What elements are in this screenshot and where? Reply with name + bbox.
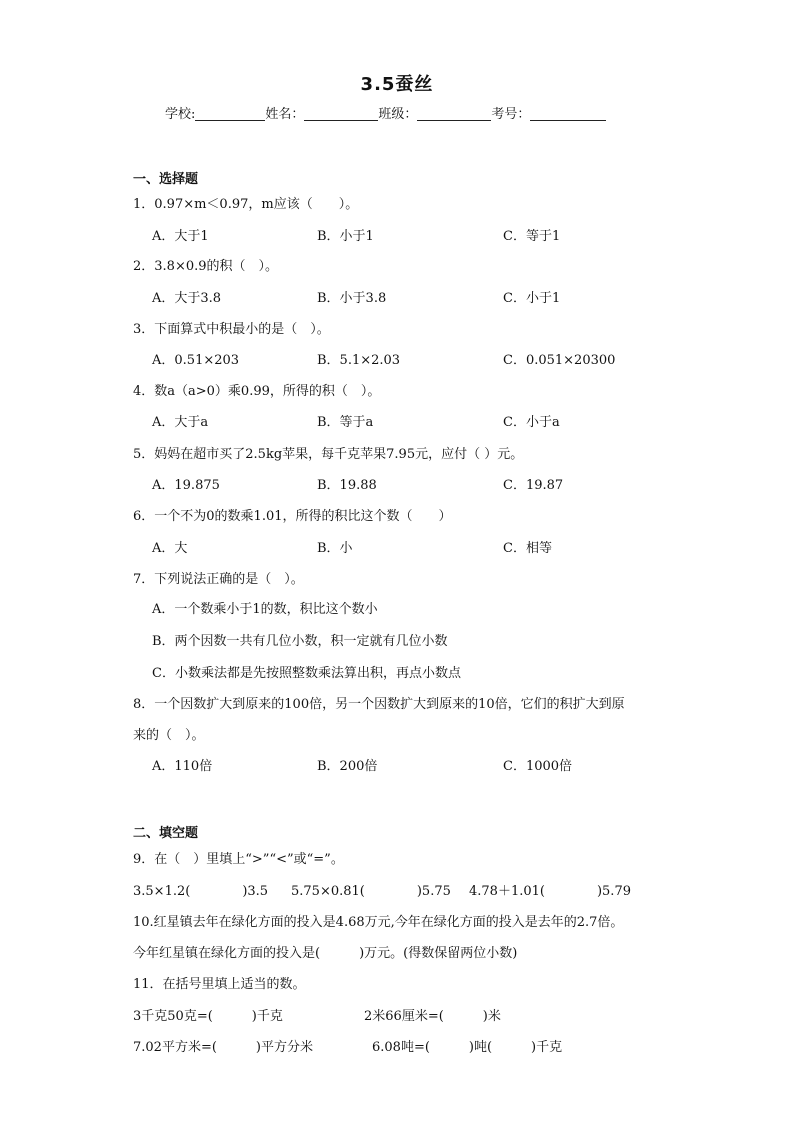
question-5-option-a[interactable]: A．19.875 xyxy=(152,478,220,493)
question-9-expression-2[interactable]: 5.75×0.81( )5.75 xyxy=(291,884,451,899)
question-11-expression-1[interactable]: 3千克50克=( )千克 xyxy=(133,1009,283,1024)
question-11-expression-3[interactable]: 7.02平方米=( )平方分米 xyxy=(133,1040,313,1055)
question-4: 4．数a（a>0）乘0.99，所得的积（ ）。 xyxy=(133,384,381,399)
exam-no-label: 考号： xyxy=(491,107,531,122)
question-2-option-a[interactable]: A．大于3.8 xyxy=(152,291,222,306)
name-label: 姓名： xyxy=(265,107,305,122)
question-5: 5．妈妈在超市买了2.5kg苹果，每千克苹果7.95元，应付（ ）元。 xyxy=(133,447,524,462)
question-5-option-c[interactable]: C．19.87 xyxy=(503,478,564,493)
name-blank[interactable] xyxy=(304,106,378,121)
question-3-option-b[interactable]: B．5.1×2.03 xyxy=(317,353,401,368)
question-11-row-2 xyxy=(133,1036,693,1054)
section-heading-fill: 二、填空题 xyxy=(133,826,199,841)
question-4-option-a[interactable]: A．大于a xyxy=(152,415,209,430)
question-8-option-c[interactable]: C．1000倍 xyxy=(503,759,573,774)
question-11-row-1 xyxy=(133,1005,693,1023)
question-6: 6．一个不为0的数乘1.01，所得的积比这个数（ ） xyxy=(133,509,452,524)
class-blank[interactable] xyxy=(417,106,491,121)
question-9-expressions xyxy=(133,880,693,898)
section-heading-choice: 一、选择题 xyxy=(133,172,199,187)
question-4-option-c[interactable]: C．小于a xyxy=(503,415,560,430)
question-3-option-a[interactable]: A．0.51×203 xyxy=(152,353,240,368)
question-7-option-b[interactable]: B．两个因数一共有几位小数，积一定就有几位小数 xyxy=(152,634,448,649)
question-11-expression-4[interactable]: 6.08吨=( )吨( )千克 xyxy=(372,1040,563,1055)
student-info-line xyxy=(165,103,606,122)
question-6-option-b[interactable]: B．小 xyxy=(317,541,353,556)
school-label: 学校: xyxy=(165,107,196,122)
question-9-expression-3[interactable]: 4.78＋1.01( )5.79 xyxy=(469,884,631,899)
question-8-option-a[interactable]: A．110倍 xyxy=(152,759,213,774)
question-9-expression-1[interactable]: 3.5×1.2( )3.5 xyxy=(133,884,269,899)
exam-no-blank[interactable] xyxy=(530,106,606,121)
question-10-line-2[interactable]: 今年红星镇在绿化方面的投入是( )万元。(得数保留两位小数) xyxy=(133,946,518,961)
question-7-option-a[interactable]: A．一个数乘小于1的数，积比这个数小 xyxy=(152,602,378,617)
question-8-line-1: 8．一个因数扩大到原来的100倍，另一个因数扩大到原来的10倍，它们的积扩大到原 xyxy=(133,697,625,712)
question-9: 9．在（ ）里填上“>”“<”或“=”。 xyxy=(133,852,344,867)
question-6-option-a[interactable]: A．大 xyxy=(152,541,188,556)
question-3: 3．下面算式中积最小的是（ ）。 xyxy=(133,322,330,337)
question-5-option-b[interactable]: B．19.88 xyxy=(317,478,377,493)
school-blank[interactable] xyxy=(195,106,265,121)
class-label: 班级： xyxy=(378,107,418,122)
question-1-option-b[interactable]: B．小于1 xyxy=(317,229,374,244)
question-2-option-b[interactable]: B．小于3.8 xyxy=(317,291,387,306)
question-3-option-c[interactable]: C．0.051×20300 xyxy=(503,353,616,368)
question-6-option-c[interactable]: C．相等 xyxy=(503,541,552,556)
question-1-option-a[interactable]: A．大于1 xyxy=(152,229,209,244)
question-8-option-b[interactable]: B．200倍 xyxy=(317,759,378,774)
question-7: 7．下列说法正确的是（ ）。 xyxy=(133,572,304,587)
question-2-option-c[interactable]: C．小于1 xyxy=(503,291,561,306)
question-1: 1．0.97×m＜0.97，m应该（ ）。 xyxy=(133,197,359,212)
question-11: 11．在括号里填上适当的数。 xyxy=(133,977,306,992)
question-2: 2．3.8×0.9的积（ ）。 xyxy=(133,259,279,274)
question-7-option-c[interactable]: C．小数乘法都是先按照整数乘法算出积，再点小数点 xyxy=(152,666,461,681)
question-11-expression-2[interactable]: 2米66厘米=( )米 xyxy=(364,1009,501,1024)
page-title: 3.5蚕丝 xyxy=(360,74,434,95)
question-10-line-1: 10.红星镇去年在绿化方面的投入是4.68万元,今年在绿化方面的投入是去年的2.7倍。 xyxy=(133,915,624,930)
question-4-option-b[interactable]: B．等于a xyxy=(317,415,374,430)
question-8-line-2: 来的（ ）。 xyxy=(133,728,205,743)
question-1-option-c[interactable]: C．等于1 xyxy=(503,229,561,244)
